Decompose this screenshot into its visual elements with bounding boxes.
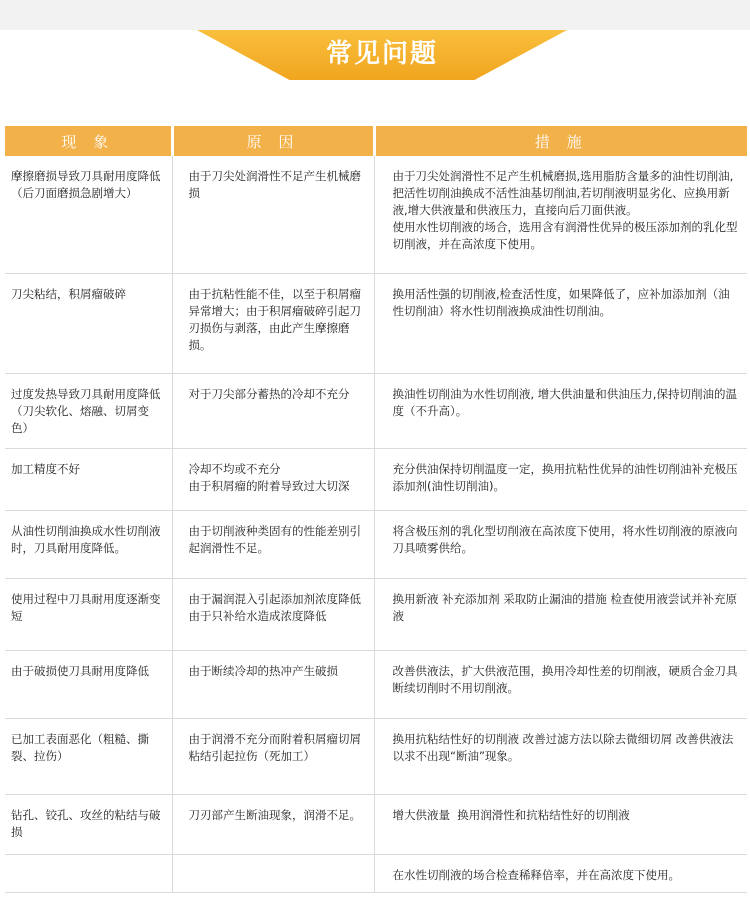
phenomenon-cell: 已加工表面恶化（粗糙、撕裂、拉伤） (5, 718, 172, 794)
phenomenon-cell: 使用过程中刀具耐用度逐渐变短 (5, 578, 172, 650)
phenomenon-cell: 从油性切削油换成水性切削液时，刀具耐用度降低。 (5, 510, 172, 578)
cause-cell: 由于切削液种类固有的性能差别引起润滑性不足。 (172, 510, 374, 578)
measure-cell (374, 156, 747, 273)
measure-text: 换用活性强的切削液,检查活性度，如果降低了，应补加添加剂（油性切削油）将水性切削液换成油性切削油。 (392, 286, 730, 318)
measure-cell (374, 794, 747, 854)
cause-cell: 由于抗粘性能不佳，以至于积屑瘤异常增大；由于积屑瘤破碎引起刀刃损伤与剥落，由此产生摩擦磨损。 (172, 273, 374, 373)
table-row (5, 448, 747, 510)
measure-text: 由于刀尖处润滑性不足产生机械磨损,选用脂肪含量多的油性切削油,把活性切削油换成不活性油基切削油,若切削液明显劣化、应换用新液,增大供液量和供液压力，直接向后刀面供液。 (392, 169, 734, 217)
table-row (5, 718, 747, 794)
cause-cell: 由于漏润混入引起添加剂浓度降低由于只补给水造成浓度降低 (172, 578, 374, 650)
measure-text: 充分供油保持切削温度一定，换用抗粘性优异的油性切削油补充极压添加剂(油性切削油)。 (392, 461, 738, 493)
measure-text: 使用水性切削液的场合，选用含有润滑性优异的极压添加剂的乳化型切削液，并在高浓度下使用。 (392, 220, 738, 251)
phenomenon-cell: 加工精度不好 (5, 448, 172, 510)
measure-cell (374, 373, 747, 448)
phenomenon-cell: 钻孔、铰孔、攻丝的粘结与破损 (5, 794, 172, 854)
cause-cell: 冷却不均或不充分 由于积屑瘤的附着导致过大切深 (172, 448, 374, 510)
phenomenon-cell: 过度发热导致刀具耐用度降低（刀尖软化、熔融、切屑变色） (5, 373, 172, 448)
cause-cell (172, 854, 374, 892)
table-row (5, 794, 747, 854)
table-header-row (5, 126, 747, 156)
cause-cell: 由于刀尖处润滑性不足产生机械磨损 (172, 156, 374, 273)
measure-cell (374, 854, 747, 892)
measure-cell (374, 273, 747, 373)
faq-table (5, 126, 747, 893)
measure-cell (374, 718, 747, 794)
table-row (5, 578, 747, 650)
header-cause: 原 因 (172, 126, 374, 156)
cause-cell: 刀刃部产生断油现象，润滑不足。 (172, 794, 374, 854)
table-row (5, 156, 747, 273)
phenomenon-cell: 刀尖粘结，积屑瘤破碎 (5, 273, 172, 373)
table-row (5, 854, 747, 892)
measure-text: 改善供液法，扩大供液范围，换用冷却性差的切削液，硬质合金刀具断续切削时不用切削液。 (392, 663, 738, 695)
header-phenomenon: 现 象 (5, 126, 172, 156)
table-row (5, 273, 747, 373)
measure-text: 将含极压剂的乳化型切削液在高浓度下使用，将水性切削液的原液向刀具喷雾供给。 (392, 523, 738, 555)
measure-text: 增大供液量 换用润滑性和抗粘结性好的切削液 (392, 807, 630, 822)
measure-cell (374, 510, 747, 578)
measure-cell (374, 578, 747, 650)
banner-title: 常见问题 (325, 39, 438, 69)
header-measure: 措 施 (374, 126, 747, 156)
cause-cell: 由于润滑不充分而附着积屑瘤切屑粘结引起拉伤（死加工） (172, 718, 374, 794)
top-band (0, 0, 750, 30)
cause-cell: 由于断续冷却的热冲产生破损 (172, 650, 374, 718)
measure-cell (374, 448, 747, 510)
phenomenon-cell: 由于破损使刀具耐用度降低 (5, 650, 172, 718)
table-row (5, 510, 747, 578)
table-row (5, 650, 747, 718)
measure-text: 换用新液 补充添加剂 采取防止漏油的措施 检查使用液尝试并补充原液 (392, 591, 737, 623)
measure-text: 换用抗粘结性好的切削液 改善过滤方法以除去微细切屑 改善供液法以求不出现“断油”现象。 (392, 731, 734, 763)
phenomenon-cell (5, 854, 172, 892)
measure-cell (374, 650, 747, 718)
table-row (5, 373, 747, 448)
measure-text: 换油性切削油为水性切削液, 增大供油量和供油压力,保持切削油的温度（不升高）。 (392, 386, 737, 418)
measure-text: 在水性切削液的场合检查稀释倍率，并在高浓度下使用。 (392, 867, 680, 882)
phenomenon-cell: 摩擦磨损导致刀具耐用度降低（后刀面磨损急剧增大） (5, 156, 172, 273)
cause-cell: 对于刀尖部分蓄热的冷却不充分 (172, 373, 374, 448)
